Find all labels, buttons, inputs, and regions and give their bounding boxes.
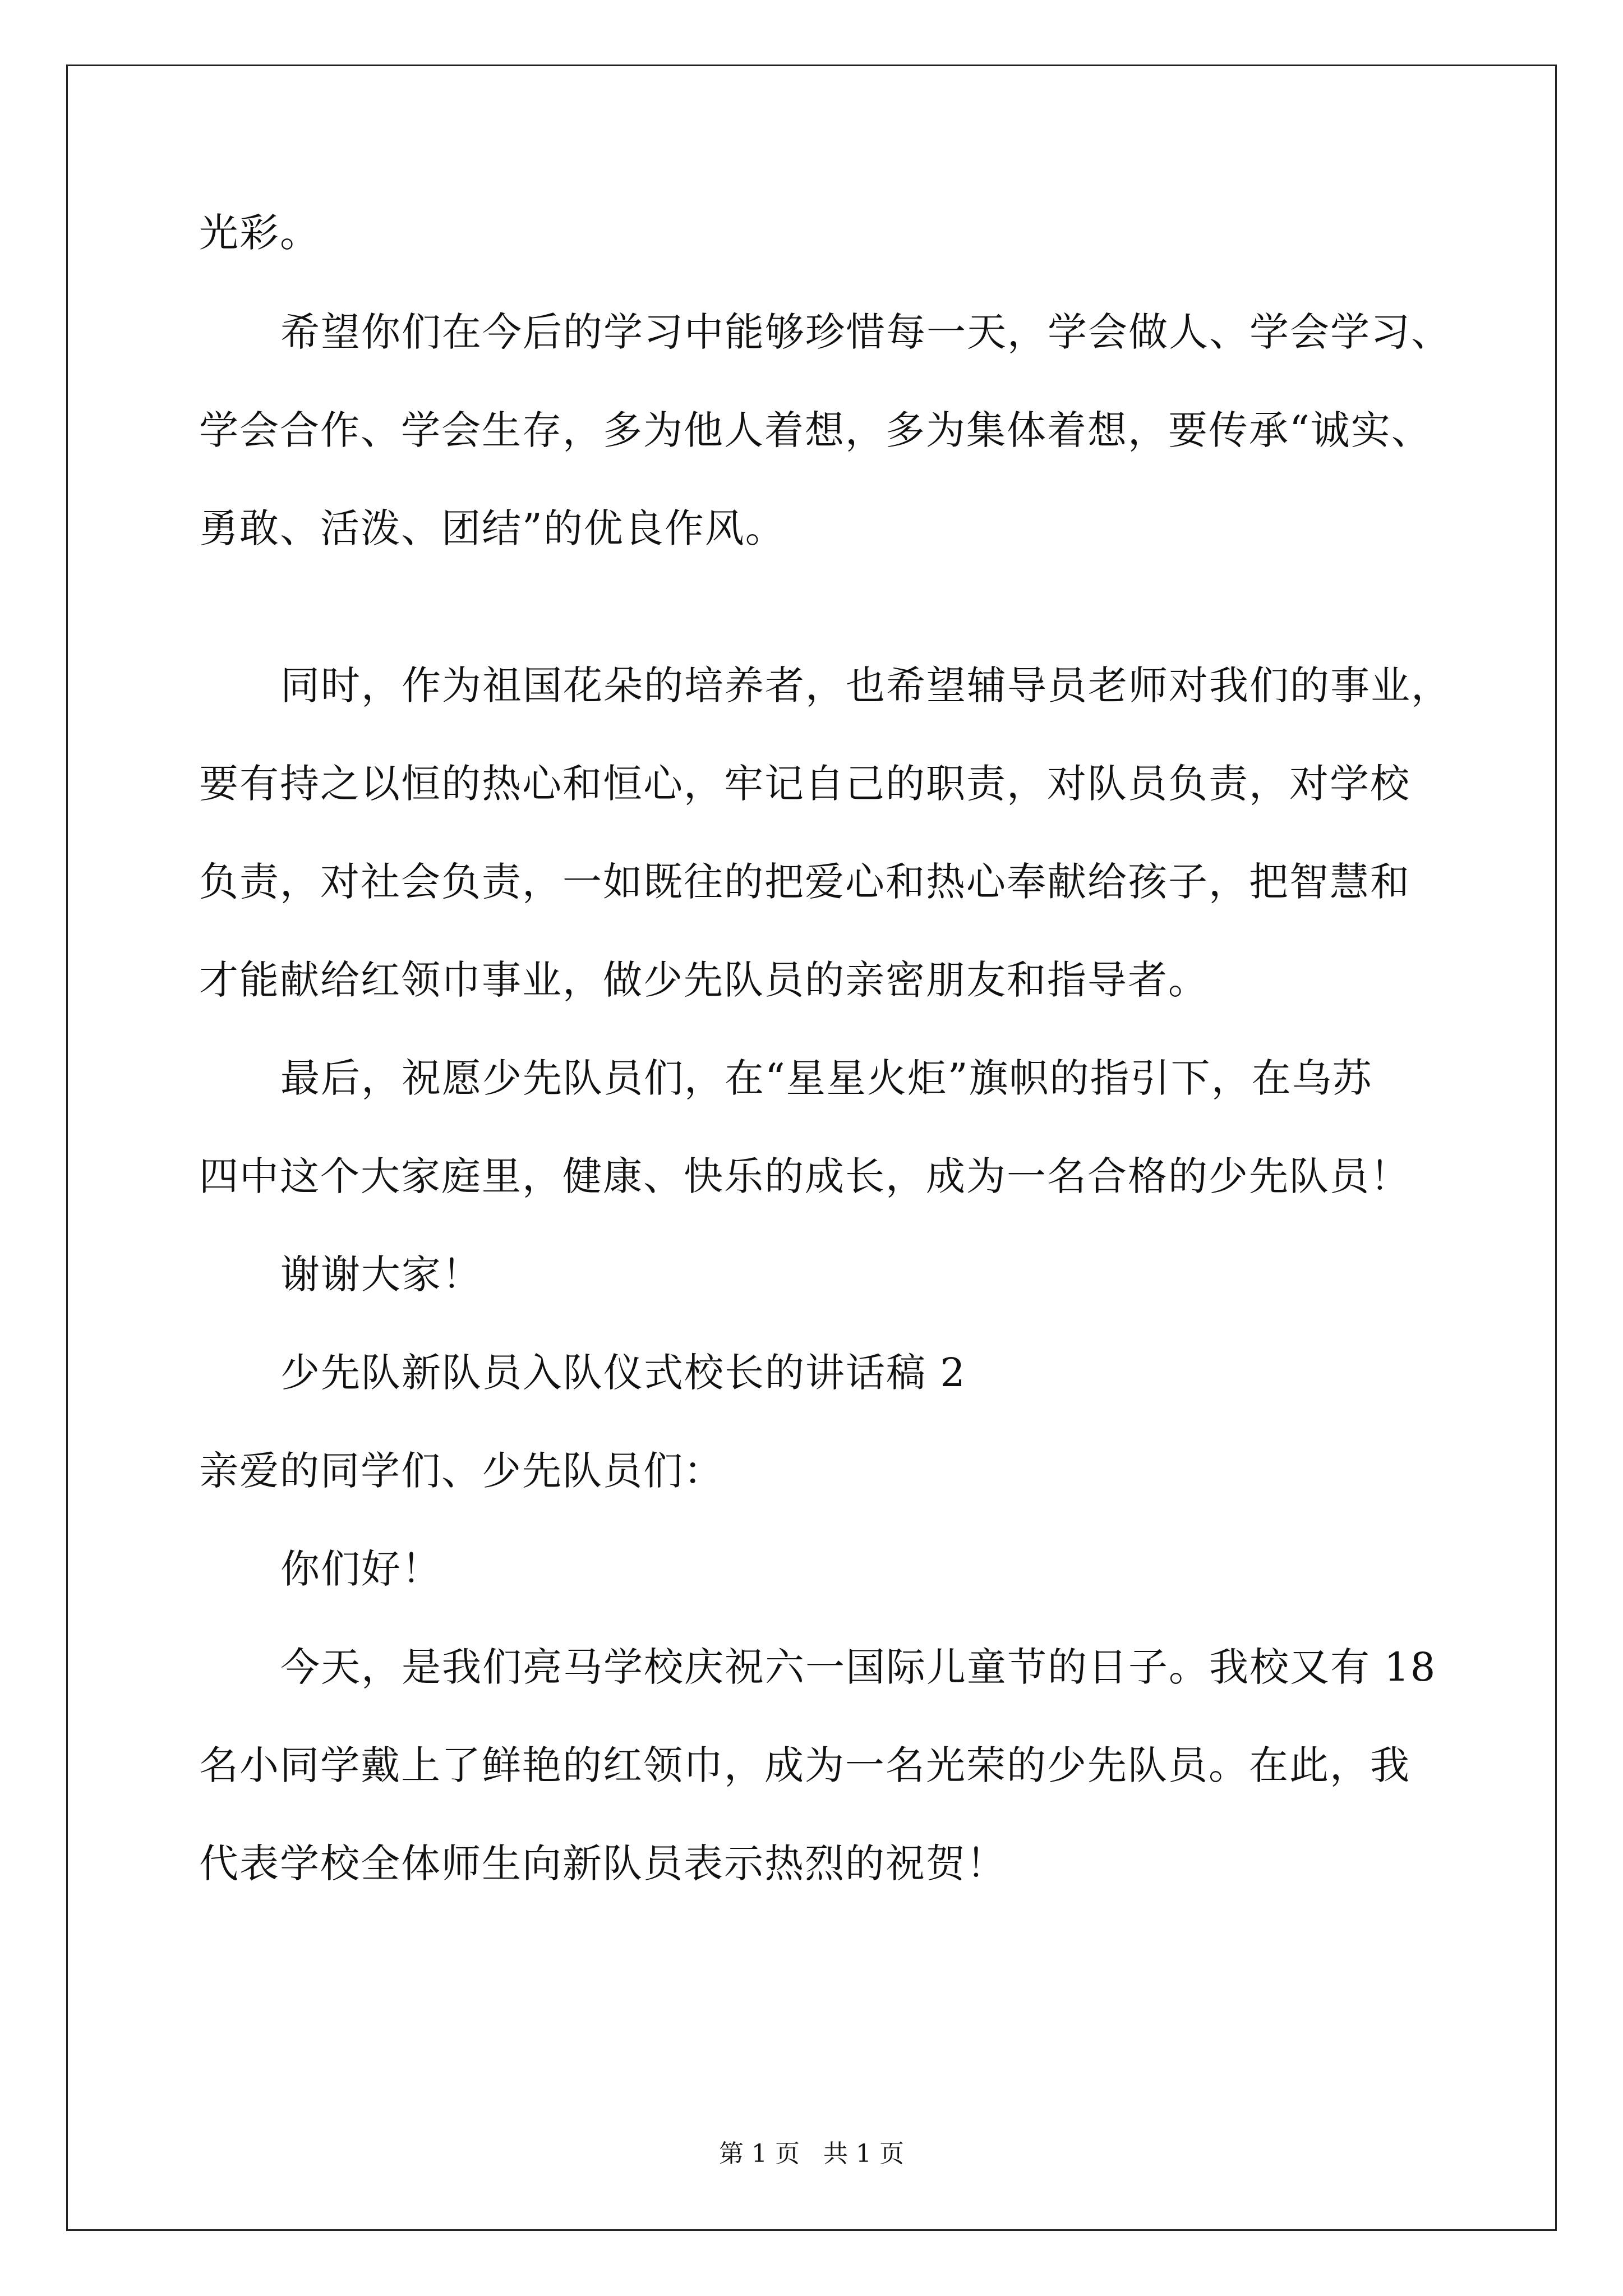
text-line: 名小同学戴上了鲜艳的红领巾，成为一名光荣的少先队员。在此，我 (199, 1742, 1410, 1788)
text-line: 希望你们在今后的学习中能够珍惜每一天，学会做人、学会学习、 (280, 309, 1451, 355)
text-line: 今天，是我们亮马学校庆祝六一国际儿童节的日子。我校又有 18 (280, 1644, 1437, 1690)
text-line: 最后，祝愿少先队员们，在“星星火炬”旗帜的指引下，在乌苏 (280, 1055, 1373, 1101)
page-footer: 第 1 页 共 1 页 (719, 2139, 904, 2168)
text-line: 谢谢大家！ (280, 1251, 482, 1297)
salutation: 亲爱的同学们、少先队员们： (199, 1448, 724, 1494)
text-line: 勇敢、活泼、团结”的优良作风。 (199, 505, 786, 551)
page-border (66, 65, 1557, 2231)
section-heading: 少先队新队员入队仪式校长的讲话稿 2 (280, 1350, 966, 1396)
text-line: 才能献给红领巾事业，做少先队员的亲密朋友和指导者。 (199, 957, 1209, 1003)
text-line: 要有持之以恒的热心和恒心，牢记自己的职责，对队员负责，对学校 (199, 761, 1410, 807)
greeting: 你们好！ (280, 1546, 442, 1592)
text-line: 四中这个大家庭里，健康、快乐的成长，成为一名合格的少先队员！ (199, 1153, 1410, 1199)
text-line: 负责，对社会负责，一如既往的把爱心和热心奉献给孩子，把智慧和 (199, 859, 1410, 905)
text-line: 光彩。 (199, 210, 320, 256)
text-line: 代表学校全体师生向新队员表示热烈的祝贺！ (199, 1841, 1007, 1887)
text-line: 同时，作为祖国花朵的培养者，也希望辅导员老师对我们的事业， (280, 662, 1451, 708)
text-line: 学会合作、学会生存，多为他人着想，多为集体着想，要传承“诚实、 (199, 407, 1432, 453)
